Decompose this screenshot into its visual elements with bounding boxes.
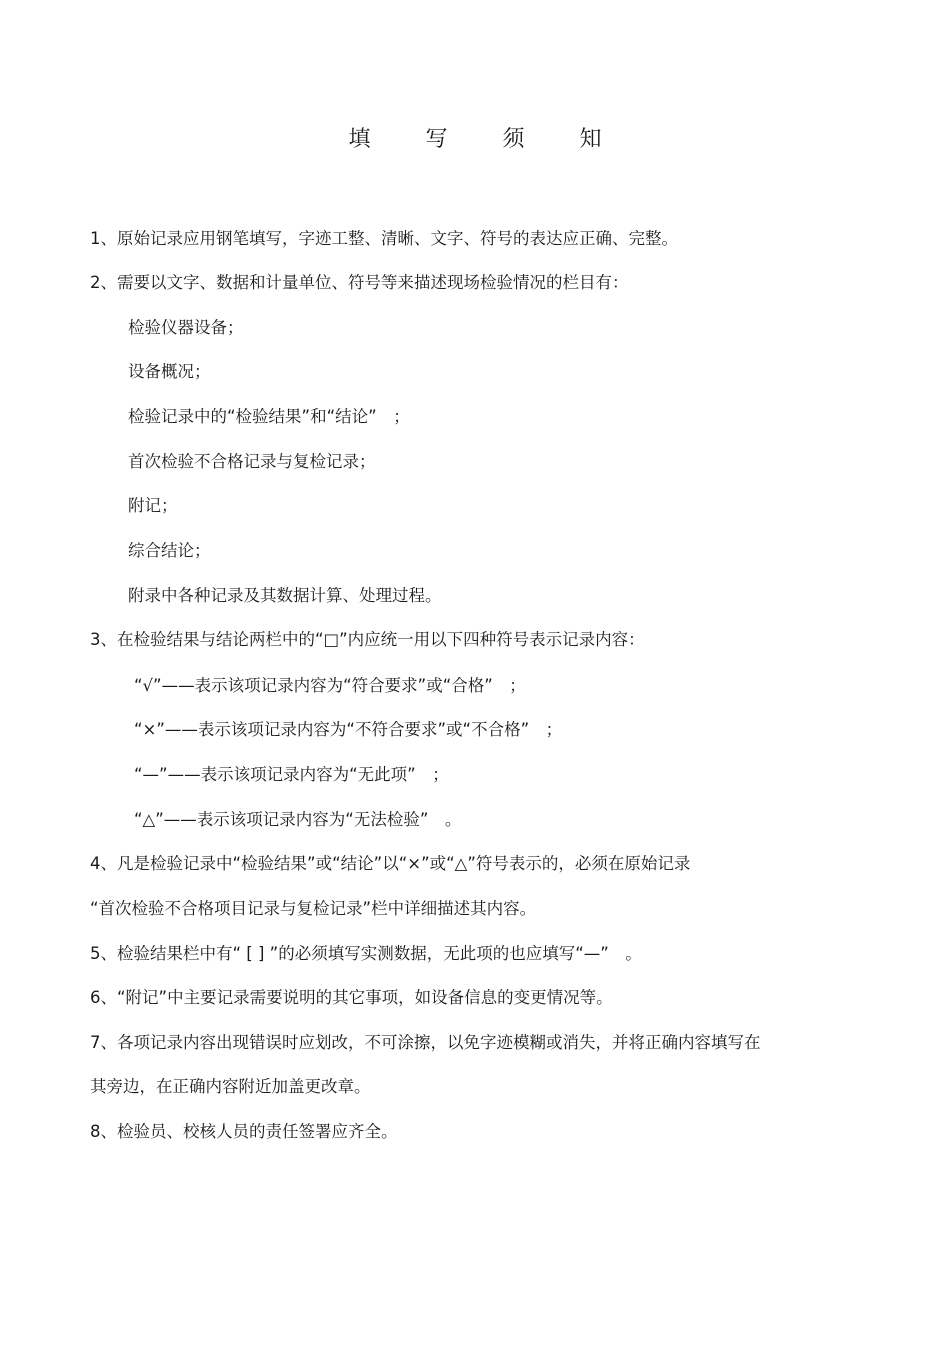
- item-3-sub-2: “×”——表示该项记录内容为“不符合要求”或“不合格” ；: [134, 720, 563, 739]
- item-2-sub-1: 检验仪器设备；: [128, 318, 244, 337]
- item-2: 2、需要以文字、数据和计量单位、符号等来描述现场检验情况的栏目有：: [90, 273, 629, 292]
- item-7: 7、各项记录内容出现错误时应划改，不可涂擦，以免字迹模糊或消失，并将正确内容填写在: [90, 1033, 761, 1052]
- item-7-cont: 其旁边，在正确内容附近加盖更改章。: [90, 1077, 371, 1096]
- item-2-sub-5: 附记；: [128, 496, 178, 515]
- item-5: 5、检验结果栏中有“ [ ] ”的必须填写实测数据，无此项的也应填写“—” 。: [90, 944, 642, 963]
- item-4: 4、凡是检验记录中“检验结果”或“结论”以“×”或“△”符号表示的，必须在原始记录: [90, 854, 691, 873]
- item-2-sub-7: 附录中各种记录及其数据计算、处理过程。: [128, 586, 442, 605]
- item-3: 3、在检验结果与结论两栏中的“□”内应统一用以下四种符号表示记录内容：: [90, 630, 645, 649]
- page-title: 填 写 须 知: [348, 127, 626, 152]
- item-3-sub-3: “—”——表示该项记录内容为“无此项” ；: [134, 765, 449, 784]
- item-6: 6、“附记”中主要记录需要说明的其它事项，如设备信息的变更情况等。: [90, 988, 613, 1007]
- item-3-sub-4: “△”——表示该项记录内容为“无法检验” 。: [134, 810, 462, 829]
- item-2-sub-4: 首次检验不合格记录与复检记录；: [128, 452, 376, 471]
- item-1: 1、原始记录应用钢笔填写，字迹工整、清晰、文字、符号的表达应正确、完整。: [90, 229, 678, 248]
- item-3-sub-1: “√”——表示该项记录内容为“符合要求”或“合格” ；: [134, 676, 526, 695]
- item-2-sub-3: 检验记录中的“检验结果”和“结论” ；: [128, 407, 410, 426]
- item-2-sub-6: 综合结论；: [128, 541, 211, 560]
- item-2-sub-2: 设备概况；: [128, 362, 211, 381]
- item-8: 8、检验员、校核人员的责任签署应齐全。: [90, 1122, 398, 1141]
- item-4-cont: “首次检验不合格项目记录与复检记录”栏中详细描述其内容。: [90, 899, 537, 918]
